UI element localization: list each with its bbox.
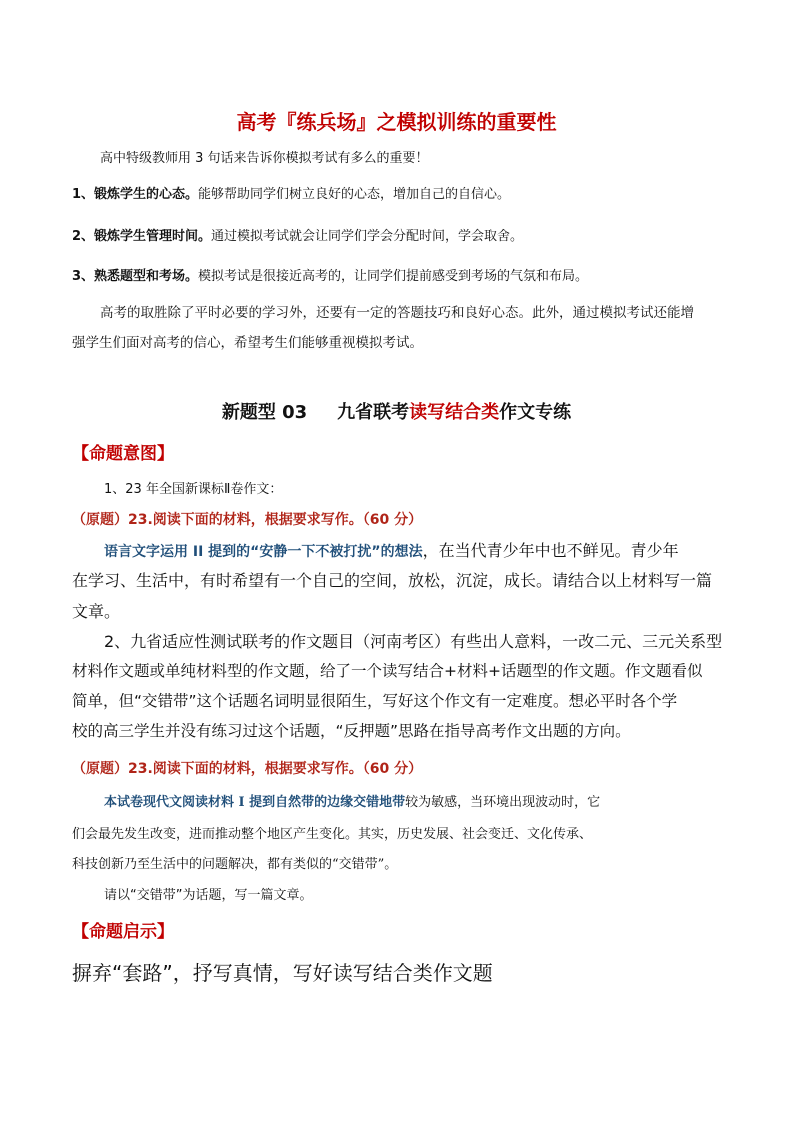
section-subtitle (0, 398, 793, 424)
material-1-line-2: 在学习、生活中，有时希望有一个自己的空间，放松，沉淀，成长。请结合以上材料写一篇 (72, 571, 713, 590)
point-2-head: 2、锻炼学生管理时间。 (72, 229, 212, 244)
material-1-rest: ，在当代青少年中也不鲜见。青少年 (422, 541, 679, 560)
material-1-line-3: 文章。 (72, 602, 121, 621)
headline-text: 摒弃“套路”，抒写真情，写好读写结合类作文题 (72, 961, 493, 985)
material-2-rest: 较为敏感，当环境出现波动时，它 (405, 795, 601, 810)
item-2-line-4: 校的高三学生并没有练习过这个话题，“反押题”思路在指导高考作文出题的方向。 (72, 722, 631, 740)
item-2-line-3: 简单，但“交错带”这个话题名词明显很陌生，写好这个作文有一定难度。想必平时各个学 (72, 692, 678, 710)
prompt-2: （原题）23.阅读下面的材料，根据要求写作。（60 分） (72, 761, 423, 777)
item-2-line-1: 2、九省适应性测试联考的作文题目（河南考区）有些出人意料，一改二元、三元关系型 (104, 632, 723, 651)
point-1-head: 1、锻炼学生的心态。 (72, 187, 199, 202)
material-2-line-3: 科技创新乃至生活中的问题解决，都有类似的“交错带”。 (72, 857, 398, 872)
point-2 (72, 225, 523, 244)
material-1-line-1 (104, 538, 679, 561)
page-title: 高考『练兵场』之模拟训练的重要性 (236, 110, 557, 134)
point-1 (72, 183, 510, 202)
material-2-line-1 (104, 791, 600, 810)
instruction-text: 请以“交错带”为话题，写一篇文章。 (104, 888, 313, 903)
material-1-highlight: 语言文字运用 II 提到的“安静一下不被打扰”的想法 (104, 544, 423, 560)
item-1: 1、23 年全国新课标Ⅱ卷作文： (104, 482, 283, 497)
material-2-highlight: 本试卷现代文阅读材料 I 提到自然带的边缘交错地带 (104, 795, 406, 810)
summary-line-1: 高考的取胜除了平时必要的学习外，还要有一定的答题技巧和良好心态。此外，通过模拟考试还能增 (100, 305, 694, 321)
subtitle-prefix: 新题型 03 (221, 402, 308, 423)
summary-line-2: 强学生们面对高考的信心，希望考生们能够重视模拟考试。 (72, 335, 423, 351)
subtitle-a: 九省联考 (337, 402, 410, 423)
section-insight-title: 【命题启示】 (72, 922, 174, 942)
intro-text: 高中特级教师用 3 句话来告诉你模拟考试有多么的重要！ (100, 151, 429, 166)
point-2-body: 通过模拟考试就会让同学们学会分配时间，学会取舍。 (211, 229, 524, 244)
point-1-body: 能够帮助同学们树立良好的心态，增加自己的自信心。 (198, 187, 511, 202)
subtitle-c: 作文专练 (499, 402, 572, 423)
prompt-1: （原题）23.阅读下面的材料，根据要求写作。（60 分） (72, 512, 423, 528)
point-3-body: 模拟考试是很接近高考的，让同学们提前感受到考场的气氛和布局。 (198, 269, 589, 284)
section-intent-title: 【命题意图】 (72, 444, 174, 464)
point-3-head: 3、熟悉题型和考场。 (72, 269, 199, 284)
subtitle-b: 读写结合类 (409, 402, 500, 423)
point-3 (72, 265, 588, 284)
material-2-line-2: 们会最先发生改变，进而推动整个地区产生变化。其实，历史发展、社会变迁、文化传承、 (72, 827, 593, 842)
item-2-line-2: 材料作文题或单纯材料型的作文题，给了一个读写结合+材料+话题型的作文题。作文题看似 (72, 662, 703, 680)
